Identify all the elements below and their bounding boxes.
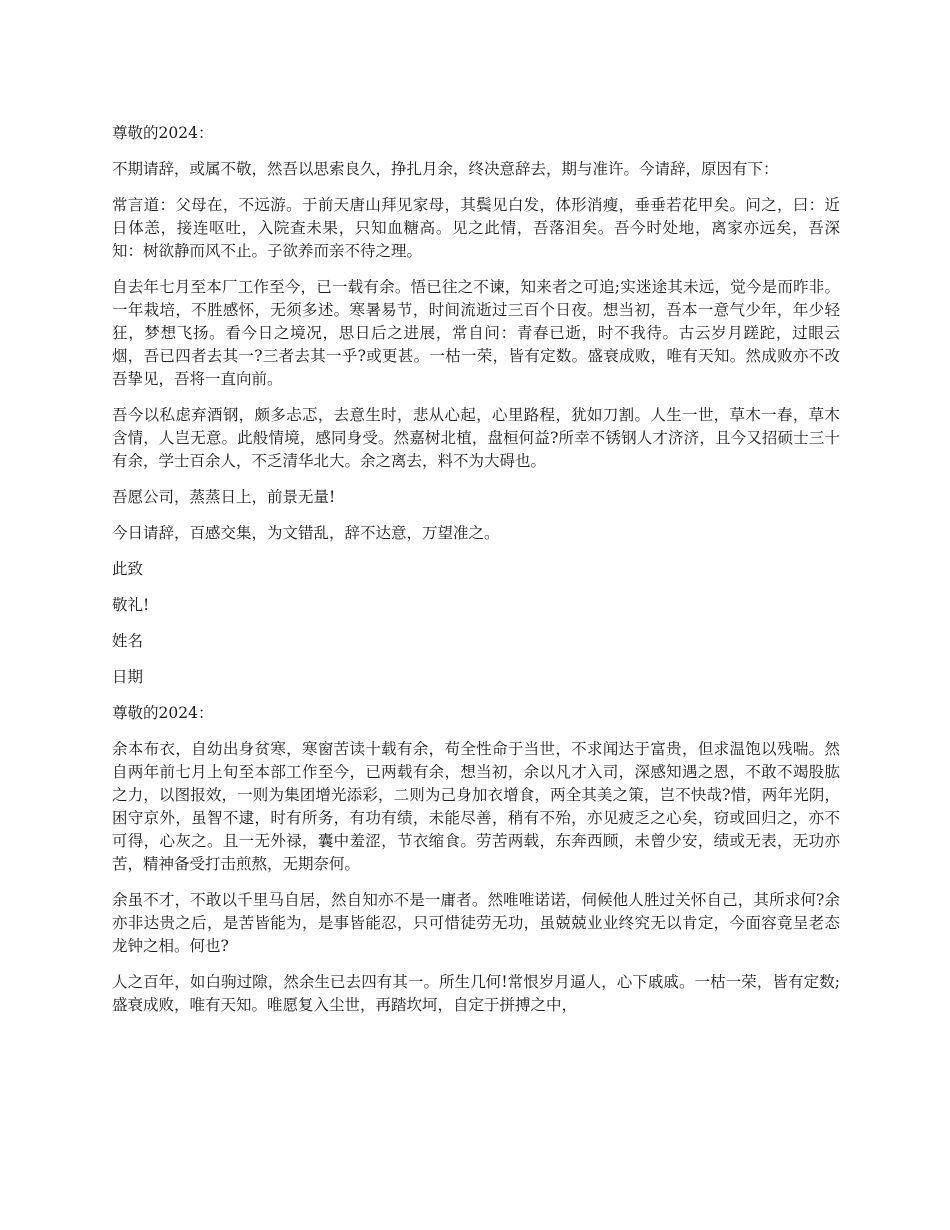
document-body bbox=[112, 122, 840, 1030]
closing-line: 此致 bbox=[112, 560, 144, 578]
paragraph: 自去年七月至本厂工作至今，已一载有余。悟已往之不谏，知来者之可追;实迷途其未远，觉今是而昨非。一年栽培，不胜感怀，无须多述。寒暑易节，时间流逝过三百个日夜。想当初，吾本一意气少年，年少轻狂，梦想飞扬。看今日之境况，思日后之进展，常自问：青春已逝，时不我待。古云岁月蹉跎，过眼云烟，吾已四者去其一?三者去其一乎?或更甚。一枯一荣，皆有定数。盛衰成败，唯有天知。然成败亦不改吾挚见，吾将一直向前。 bbox=[112, 278, 840, 388]
paragraph: 常言道：父母在，不远游。于前天唐山拜见家母，其鬓见白发，体形消瘦，垂垂若花甲矣。问之，曰：近日体恙，接连呕吐，入院查未果，只知血糖高。见之此情，吾落泪矣。吾今时处地，离家亦远矣，吾深知：树欲静而风不止。子欲养而亲不待之理。 bbox=[112, 196, 840, 260]
paragraph: 吾愿公司，蒸蒸日上，前景无量! bbox=[112, 488, 336, 506]
paragraph: 余本布衣，自幼出身贫寒，寒窗苦读十载有余，苟全性命于当世，不求闻达于富贵，但求温饱以残喘。然自两年前七月上旬至本部工作至今，已两载有余，想当初，余以凡才入司，深感知遇之恩，不敢不竭股肱之力，以图报效，一则为集团增光添彩，二则为己身加衣增食，两全其美之策，岂不快哉?惜，两年光阴，困守京外，虽智不逮，时有所务，有功有绩，未能尽善，稍有不殆，亦见疲乏之心矣，窃或回归之，亦不可得，心灰之。且一无外禄，囊中羞涩，节衣缩食。劳苦两载，东奔西顾，未曾少安，绩或无表，无功亦苦，精神备受打击煎熬，无期奈何。 bbox=[112, 740, 840, 873]
paragraph: 人之百年，如白驹过隙，然余生已去四有其一。所生几何!常恨岁月逼人，心下戚戚。一枯一荣，皆有定数;盛衰成败，唯有天知。唯愿复入尘世，再踏坎坷，自定于拼搏之中， bbox=[112, 973, 840, 1014]
paragraph: 不期请辞，或属不敬，然吾以思索良久，挣扎月余，终决意辞去，期与准许。今请辞，原因有下： bbox=[112, 160, 779, 178]
paragraph: 今日请辞，百感交集，为文错乱，辞不达意，万望准之。 bbox=[112, 524, 500, 542]
salutation: 尊敬的2024： bbox=[112, 124, 214, 142]
signature-date: 日期 bbox=[112, 668, 144, 686]
paragraph: 余虽不才，不敢以千里马自居，然自知亦不是一庸者。然唯唯诺诺，伺候他人胜过关怀自己，其所求何?余亦非达贵之后，是苦皆能为，是事皆能忍，只可惜徒劳无功，虽兢兢业业终究无以肯定，今面容竟呈老态龙钟之相。何也? bbox=[112, 891, 840, 955]
signature-name: 姓名 bbox=[112, 632, 144, 650]
closing-salute: 敬礼! bbox=[112, 596, 150, 614]
paragraph: 吾今以私虑弃酒钢，颇多忐忑，去意生时，悲从心起，心里路程，犹如刀割。人生一世，草木一春，草木含情，人岂无意。此般情境，感同身受。然嘉树北植，盘桓何益?所幸不锈钢人才济济，且今又招硕士三十有余，学士百余人，不乏清华北大。余之离去，料不为大碍也。 bbox=[112, 406, 840, 470]
salutation: 尊敬的2024： bbox=[112, 704, 214, 722]
